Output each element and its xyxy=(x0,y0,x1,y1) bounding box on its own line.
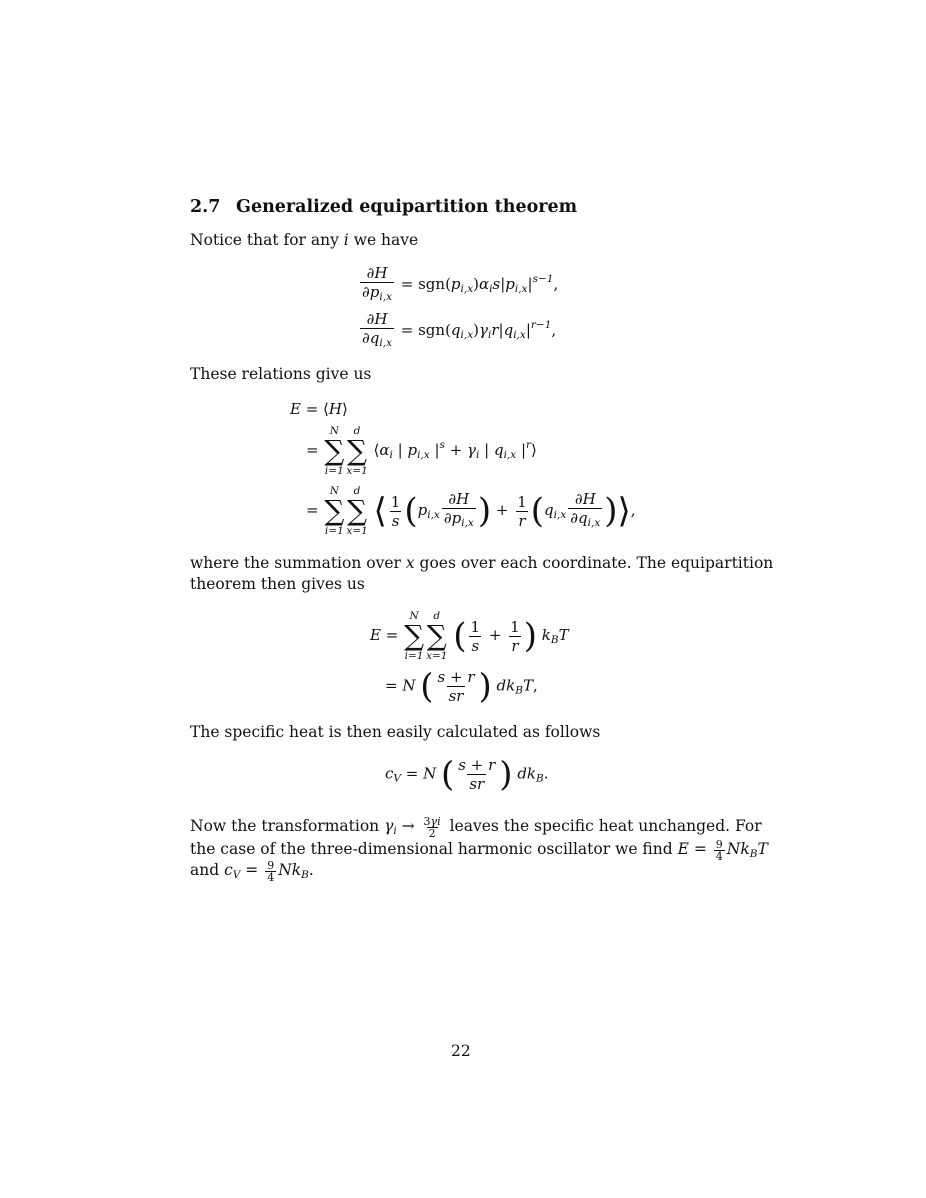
paragraph-1: Notice that for any i we have xyxy=(190,231,419,249)
equation-specific-heat: $c_V = N$ ( $\frac{s + r}{sr}$ ) $dk_B$. xyxy=(385,754,549,795)
equation-energy-line1: E = ⟨H⟩ xyxy=(290,400,348,418)
paragraph-2: These relations give us xyxy=(190,365,372,383)
section-number: 2.7 xyxy=(190,197,221,217)
section-heading xyxy=(190,196,577,218)
equation-energy-line2: = N ∑ i=1 d ∑ x=1 $⟨\alpha_i$ | $p_{i,x}$ $|^s + \gamma_i$ | $q_{i,x}$ $|^r⟩$ xyxy=(306,425,537,477)
page-number: 22 xyxy=(451,1042,471,1060)
equation-equipartition-line1: E = N ∑ i=1 d ∑ x=1 ( $\frac{1}{s}$ + $\frac{1}{r}$ ) $k_BT$ xyxy=(370,610,569,662)
paragraph-3-line2: theorem then gives us xyxy=(190,575,365,593)
paragraph-5-line2: the case of the three-dimensional harmonic oscillator we find E = $\frac{9}{4}$ $Nk_BT$ xyxy=(190,837,768,863)
equation-dH-dp: $\frac{\partial H}{\partial p_{i,x}}$ = $sgn(p_{i,x})\alpha_is|p_{i,x}|^{s-1}$, xyxy=(358,264,558,306)
paragraph-5-line3: and $c_V$ = $\frac{9}{4}$ $Nk_B$. xyxy=(190,858,314,884)
paragraph-3-line1: where the summation over x goes over each coordinate. The equipartition xyxy=(190,554,774,572)
equation-equipartition-line2: = N ( $\frac{s + r}{sr}$ ) $dk_BT$, xyxy=(385,666,538,707)
section-title: Generalized equipartition theorem xyxy=(236,197,578,217)
equation-dH-dq: $\frac{\partial H}{\partial q_{i,x}}$ = $sgn(q_{i,x})\gamma_ir|q_{i,x}|^{r-1}$, xyxy=(358,310,556,352)
equation-energy-line3: = N ∑ i=1 d ∑ x=1 ⟨ $\frac{1}{s}$ ($p_{i,x}$ $\frac{\partial H}{\partial p_{i,x}}$ ) + $\frac{1}{r}$ ($q_{i,x}$ $\frac{\partial H}{\partial q_{i,x}}$ )⟩, xyxy=(306,485,636,537)
paragraph-4: The specific heat is then easily calculated as follows xyxy=(190,723,601,741)
paragraph-5-line1: Now the transformation $\gamma_i$ → $\frac{3\gamma i}{2}$ leaves the specific heat unchanged. For xyxy=(190,814,762,840)
